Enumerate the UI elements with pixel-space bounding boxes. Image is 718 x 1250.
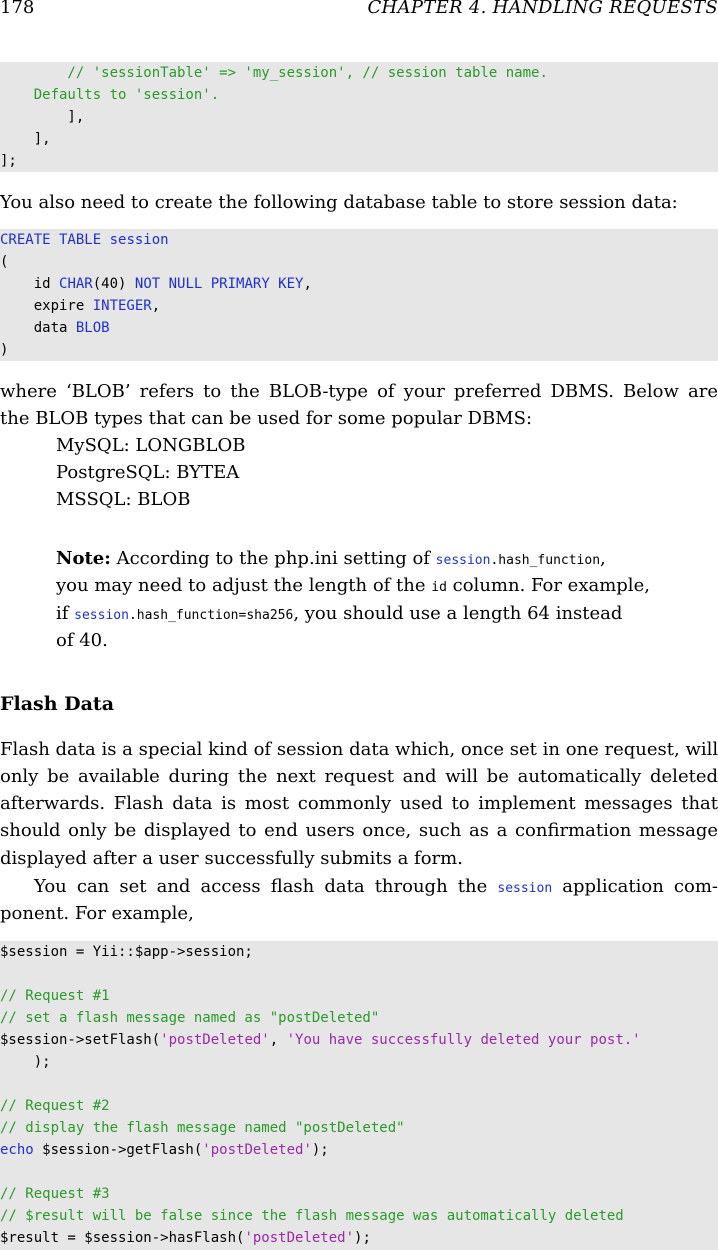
code-string: 'postDeleted' — [244, 1230, 355, 1246]
code-text: , — [303, 276, 312, 292]
code-comment: // Request #3 — [0, 1186, 110, 1202]
note-text: , you should use a length 64 instead — [293, 603, 623, 624]
code-line: ); — [0, 1054, 51, 1070]
code-string: 'postDeleted' — [202, 1142, 312, 1158]
note-text: According to the php.ini setting of — [110, 548, 436, 569]
code-keyword: echo — [0, 1142, 34, 1158]
paragraph-line: displayed after a user successfully submits a form. — [0, 848, 463, 869]
code-line: $session = Yii::$app->session; — [0, 944, 253, 960]
paragraph-line: afterwards. Flash data is most commonly used to implement messages that — [0, 793, 718, 814]
page-header — [0, 0, 718, 22]
code-text: (40) — [92, 276, 135, 292]
code-line — [0, 295, 160, 317]
code-line: Defaults to 'session'. — [0, 87, 220, 103]
note-label: Note: — [56, 548, 111, 569]
paragraph-line: where ‘BLOB’ refers to the BLOB-type of your preferred DBMS. Below are — [0, 381, 718, 402]
code-line — [0, 229, 169, 251]
code-line: ]; — [0, 153, 17, 169]
sql-keyword: NOT NULL PRIMARY KEY — [134, 276, 304, 292]
code-text: , — [269, 1032, 287, 1048]
note-text: if — [56, 603, 75, 624]
paragraph: You also need to create the following database table to store session data: — [0, 192, 678, 213]
code-text: $result = $session->hasFlash( — [0, 1230, 245, 1246]
inline-code: id — [431, 580, 447, 595]
code-comment: // set a flash message named as "postDeleted" — [0, 1010, 380, 1026]
sql-keyword: session — [109, 232, 169, 248]
code-line — [0, 1227, 371, 1249]
inline-code: session — [497, 881, 553, 896]
inline-code: .hash_function=sha256 — [128, 608, 294, 623]
inline-code: .hash_function — [490, 553, 601, 568]
dbms-item: MSSQL: BLOB — [56, 489, 191, 510]
code-text: data — [0, 320, 76, 336]
code-text: $session->getFlash( — [33, 1142, 203, 1158]
dbms-item: PostgreSQL: BYTEA — [56, 462, 240, 483]
sql-keyword: INTEGER — [92, 298, 152, 314]
paragraph-line: the BLOB types that can be used for some popular DBMS: — [0, 408, 533, 429]
code-text: , — [151, 298, 161, 314]
code-text: id — [0, 276, 60, 292]
code-line — [0, 317, 110, 339]
note-text: , — [600, 548, 606, 569]
code-block-sql — [0, 229, 718, 361]
code-block-flash — [0, 941, 718, 1250]
code-text: ); — [311, 1142, 329, 1158]
code-string: 'You have successfully deleted your post.' — [286, 1032, 641, 1048]
sql-keyword: CREATE TABLE — [0, 232, 102, 248]
inline-code: session — [74, 608, 129, 623]
code-text: ); — [354, 1230, 371, 1246]
code-block-config — [0, 62, 718, 172]
inline-code: session — [435, 553, 491, 568]
code-text: $session->setFlash( — [0, 1032, 161, 1048]
paragraph-text: application com- — [552, 876, 718, 897]
paragraph-line: ponent. For example, — [0, 903, 194, 924]
note-line — [56, 545, 606, 575]
paragraph-line: Flash data is a special kind of session data which, once set in one request, will — [0, 739, 718, 760]
section-heading: Flash Data — [0, 693, 115, 715]
paragraph-line — [34, 873, 718, 903]
code-line: ) — [0, 342, 9, 358]
code-line: // 'sessionTable' => 'my_session', // session table name. — [0, 65, 548, 81]
paragraph-line: should only be displayed to end users once, such as a confirmation message — [0, 820, 718, 841]
chapter-title: CHAPTER 4. HANDLING REQUESTS — [367, 0, 718, 18]
code-line: ], — [0, 109, 85, 125]
dbms-item: MySQL: LONGBLOB — [56, 435, 246, 456]
code-comment: // display the flash message named "postDeleted" — [0, 1120, 405, 1136]
sql-keyword: BLOB — [75, 320, 110, 336]
code-line: ( — [0, 254, 9, 270]
code-line: ], — [0, 131, 51, 147]
code-line — [0, 1029, 641, 1051]
paragraph-text: You can set and access flash data through the — [34, 876, 498, 897]
note-line — [56, 572, 650, 602]
code-comment: // $result will be false since the flash message was automatically deleted — [0, 1208, 624, 1224]
note-text: column. For example, — [446, 575, 650, 596]
code-text: expire — [0, 298, 93, 314]
code-comment: // Request #2 — [0, 1098, 110, 1114]
code-string: 'postDeleted' — [160, 1032, 270, 1048]
page-number: 178 — [0, 0, 35, 18]
code-comment: // Request #1 — [0, 988, 110, 1004]
sql-keyword: CHAR — [59, 276, 93, 292]
note-text: you may need to adjust the length of the — [56, 575, 432, 596]
note-line — [56, 600, 622, 630]
code-line — [0, 1139, 329, 1161]
paragraph-line: only be available during the next request and will be automatically deleted — [0, 766, 718, 787]
code-line — [0, 273, 312, 295]
note-line: of 40. — [56, 630, 108, 651]
